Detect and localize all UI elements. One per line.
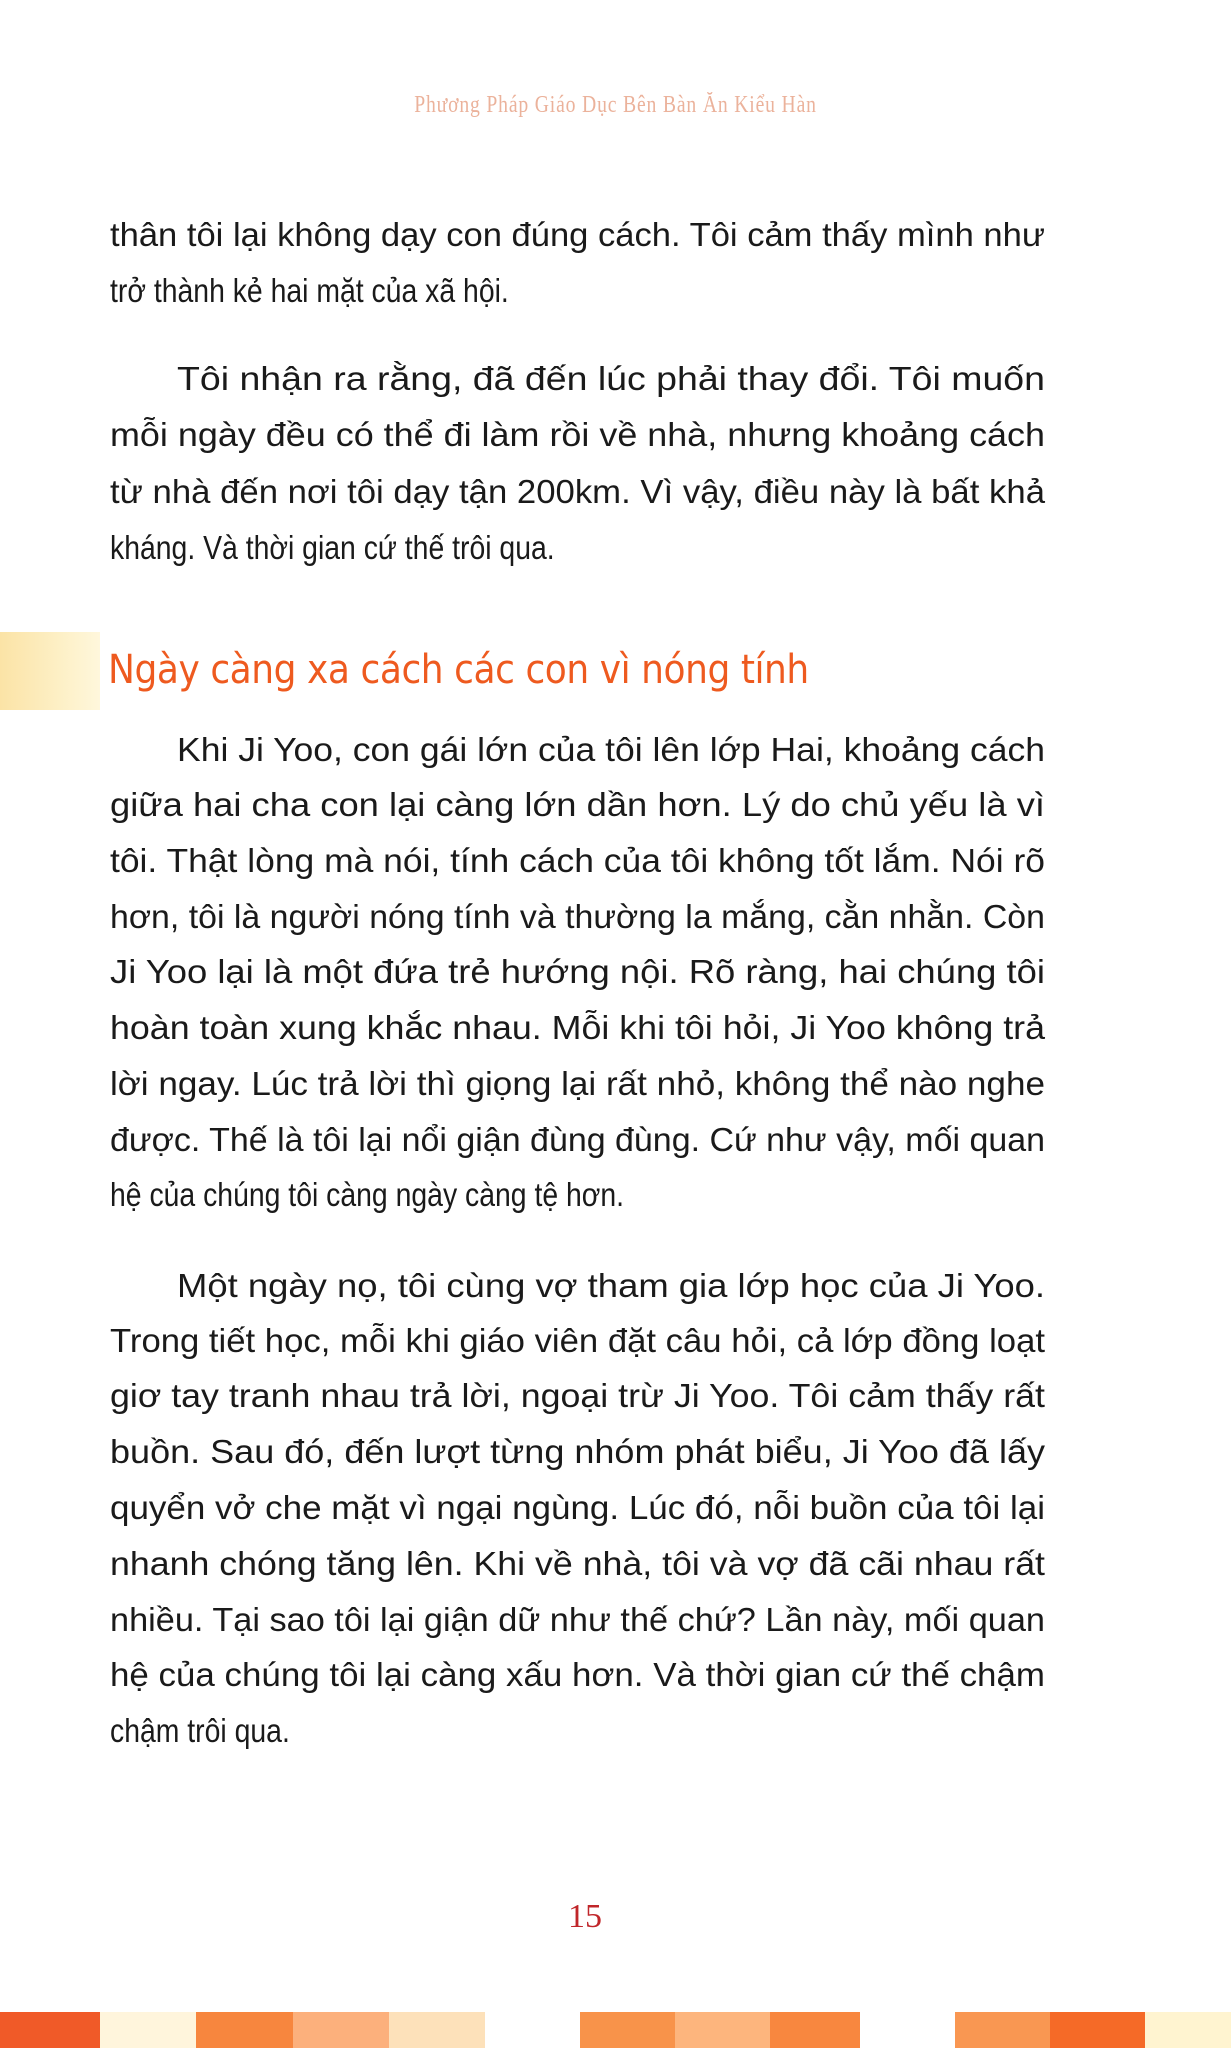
text-line-content: giữa hai cha con lại càng lớn dần hơn. Lý do chủ yếu là vì — [110, 786, 1045, 823]
strip-block — [485, 2012, 580, 2048]
text-line — [110, 525, 1045, 571]
text-line-content: từ nhà đến nơi tôi dạy tận 200km. Vì vậy, điều này là bất khả — [110, 473, 1045, 510]
strip-block — [1050, 2012, 1145, 2048]
text-line — [110, 1318, 1045, 1364]
text-line — [110, 1597, 1045, 1643]
text-line — [110, 268, 1045, 314]
text-line-content: trở thành kẻ hai mặt của xã hội. — [110, 272, 509, 309]
text-line — [110, 412, 1045, 458]
text-line — [110, 838, 1045, 884]
heading-accent-bar — [0, 632, 100, 710]
text-line — [110, 782, 1045, 828]
text-line — [110, 1172, 1045, 1218]
text-line-content: nhanh chóng tăng lên. Khi về nhà, tôi và vợ đã cãi nhau rất — [110, 1545, 1045, 1582]
text-line-content: hệ của chúng tôi càng ngày càng tệ hơn. — [110, 1176, 625, 1213]
strip-block — [675, 2012, 770, 2048]
text-line-content: giơ tay tranh nhau trả lời, ngoại trừ Ji Yoo. Tôi cảm thấy rất — [110, 1377, 1045, 1414]
text-line-content: Trong tiết học, mỗi khi giáo viên đặt câu hỏi, cả lớp đồng loạt — [110, 1322, 1045, 1359]
text-line-content: kháng. Và thời gian cứ thế trôi qua. — [110, 529, 555, 566]
text-line-content: quyển vở che mặt vì ngại ngùng. Lúc đó, nỗi buồn của tôi lại — [110, 1489, 1045, 1526]
text-line-content: tôi. Thật lòng mà nói, tính cách của tôi không tốt lắm. Nói rõ — [110, 842, 1045, 879]
text-line-content: hơn, tôi là người nóng tính và thường la mắng, cằn nhằn. Còn — [110, 898, 1045, 935]
text-line — [110, 894, 1045, 940]
text-line-content: thân tôi lại không dạy con đúng cách. Tôi cảm thấy mình như — [110, 216, 1045, 253]
strip-block — [580, 2012, 675, 2048]
text-line-content: lời ngay. Lúc trả lời thì giọng lại rất nhỏ, không thể nào nghe — [110, 1065, 1045, 1102]
text-line — [110, 1652, 1045, 1698]
text-line — [110, 1708, 1045, 1754]
text-line — [110, 1117, 1045, 1163]
text-line-content: nhiều. Tại sao tôi lại giận dữ như thế chứ? Lần này, mối quan — [110, 1601, 1045, 1638]
strip-block — [860, 2012, 955, 2048]
text-line — [110, 212, 1045, 258]
strip-block — [100, 2012, 196, 2048]
text-line — [110, 1373, 1045, 1419]
text-line-content: hệ của chúng tôi lại càng xấu hơn. Và thời gian cứ thế chậm — [110, 1656, 1045, 1693]
text-line — [110, 1005, 1045, 1051]
text-line-content: mỗi ngày đều có thể đi làm rồi về nhà, nhưng khoảng cách — [110, 416, 1045, 453]
section-heading: Ngày càng xa cách các con vì nóng tính — [108, 647, 809, 693]
strip-block — [0, 2012, 100, 2048]
text-line — [110, 949, 1045, 995]
text-line — [110, 1485, 1045, 1531]
running-head: Phương Pháp Giáo Dục Bên Bàn Ăn Kiểu Hàn — [414, 92, 817, 118]
text-line-content: Khi Ji Yoo, con gái lớn của tôi lên lớp Hai, khoảng cách — [177, 731, 1045, 768]
text-line — [110, 1429, 1045, 1475]
text-line — [110, 1541, 1045, 1587]
text-line-content: hoàn toàn xung khắc nhau. Mỗi khi tôi hỏi, Ji Yoo không trả — [110, 1009, 1045, 1046]
strip-block — [955, 2012, 1050, 2048]
strip-block — [293, 2012, 389, 2048]
bottom-color-strip — [0, 2012, 1231, 2048]
text-line-content: Ji Yoo lại là một đứa trẻ hướng nội. Rõ ràng, hai chúng tôi — [110, 953, 1045, 990]
text-line-content: Một ngày nọ, tôi cùng vợ tham gia lớp học của Ji Yoo. — [177, 1267, 1045, 1304]
text-line-content: chậm trôi qua. — [110, 1712, 290, 1749]
text-line-content: Tôi nhận ra rằng, đã đến lúc phải thay đổi. Tôi muốn — [177, 360, 1045, 397]
strip-block — [1145, 2012, 1231, 2048]
strip-block — [196, 2012, 293, 2048]
text-line — [110, 469, 1045, 515]
page-number: 15 — [568, 1898, 602, 1935]
text-line — [177, 727, 1045, 773]
text-line-content: buồn. Sau đó, đến lượt từng nhóm phát biểu, Ji Yoo đã lấy — [110, 1433, 1045, 1470]
strip-block — [770, 2012, 860, 2048]
text-line — [177, 1263, 1045, 1309]
text-line — [110, 1061, 1045, 1107]
text-line — [177, 356, 1045, 402]
text-line-content: được. Thế là tôi lại nổi giận đùng đùng. Cứ như vậy, mối quan — [110, 1121, 1045, 1158]
strip-block — [389, 2012, 485, 2048]
